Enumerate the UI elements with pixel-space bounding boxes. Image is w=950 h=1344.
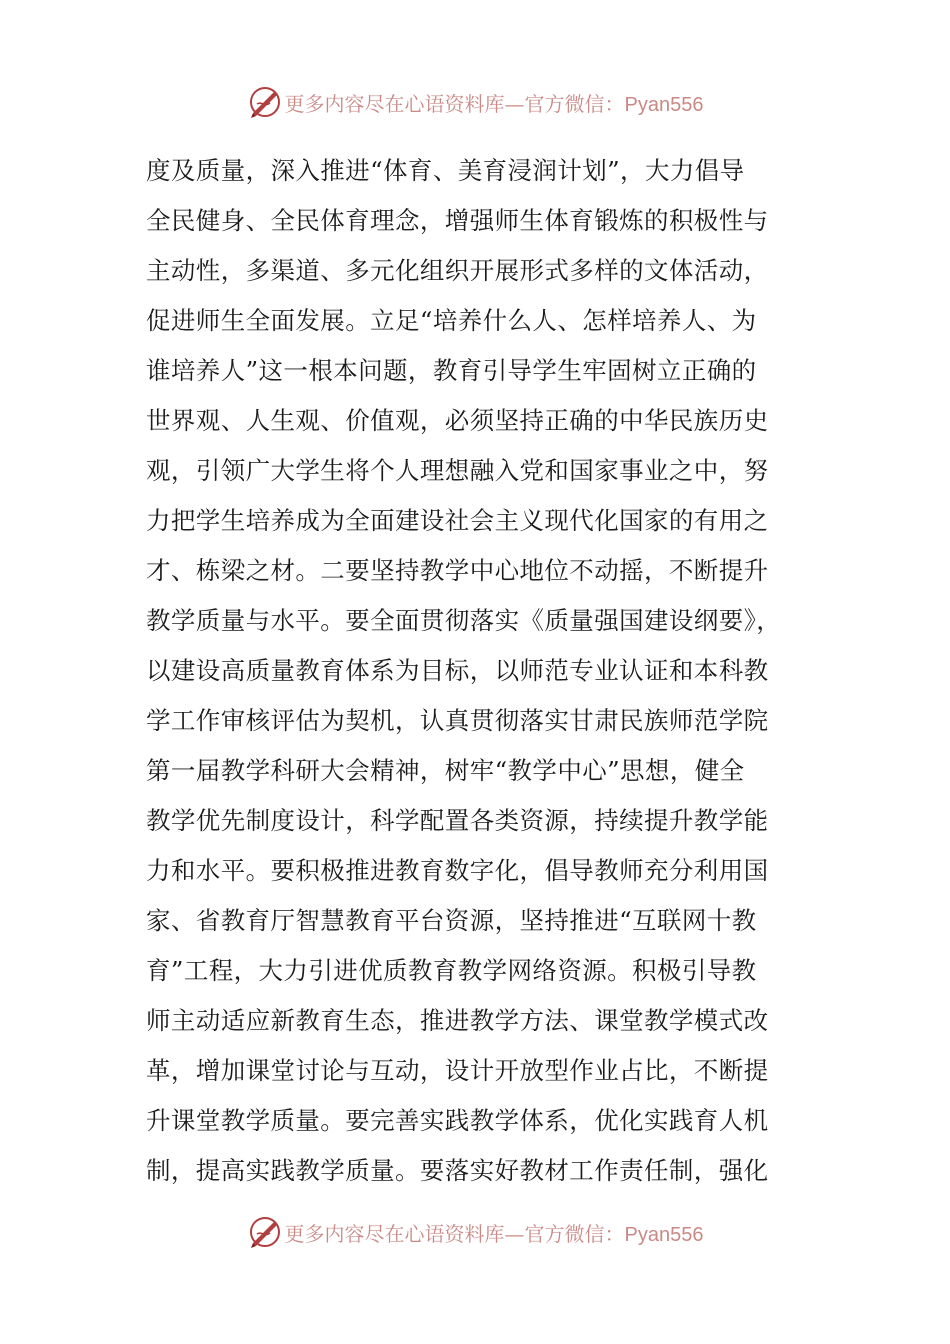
body-text-line: 世界观、人生观、价值观，必须坚持正确的中华民族历史 <box>146 406 769 435</box>
body-text-line: 教学优先制度设计，科学配置各类资源，持续提升教学能 <box>146 806 769 835</box>
body-text-line: 力把学生培养成为全面建设社会主义现代化国家的有用之 <box>146 506 769 535</box>
body-text-line: 升课堂教学质量。要完善实践教学体系，优化实践育人机 <box>146 1106 769 1135</box>
body-text-line: 促进师生全面发展。立足“培养什么人、怎样培养人、为 <box>146 306 757 335</box>
body-text-line: 主动性，多渠道、多元化组织开展形式多样的文体活动， <box>146 256 769 285</box>
document-body <box>146 146 806 1196</box>
body-text-line: 力和水平。要积极推进教育数字化，倡导教师充分利用国 <box>146 856 769 885</box>
pen-logo-icon <box>247 84 283 120</box>
footer-watermark-banner <box>0 1212 950 1252</box>
body-text-line: 制，提高实践教学质量。要落实好教材工作责任制，强化 <box>146 1156 769 1185</box>
body-text-line: 观，引领广大学生将个人理想融入党和国家事业之中，努 <box>146 456 769 485</box>
body-text-line: 第一届教学科研大会精神，树牢“教学中心”思想，健全 <box>146 756 745 785</box>
body-text-line: 教学质量与水平。要全面贯彻落实《质量强国建设纲要》， <box>146 606 782 635</box>
body-text-line: 师主动适应新教育生态，推进教学方法、课堂教学模式改 <box>146 1006 769 1035</box>
footer-wechat-id: Pyan556 <box>624 1223 704 1246</box>
body-text-line: 家、省教育厅智慧教育平台资源，坚持推进“互联网十教 <box>146 906 757 935</box>
body-text-line: 度及质量，深入推进“体育、美育浸润计划”，大力倡导 <box>146 156 745 185</box>
body-text-line: 以建设高质量教育体系为目标，以师范专业认证和本科教 <box>146 656 769 685</box>
header-wechat-id: Pyan556 <box>624 93 704 116</box>
body-text-line: 谁培养人”这一根本问题，教育引导学生牢固树立正确的 <box>146 356 757 385</box>
header-watermark-banner <box>0 82 950 122</box>
body-text-line: 学工作审核评估为契机，认真贯彻落实甘肃民族师范学院 <box>146 706 769 735</box>
body-text-line: 才、栋梁之材。二要坚持教学中心地位不动摇，不断提升 <box>146 556 769 585</box>
body-text-line: 全民健身、全民体育理念，增强师生体育锻炼的积极性与 <box>146 206 769 235</box>
pen-logo-icon <box>247 1214 283 1250</box>
body-text-line: 革，增加课堂讨论与互动，设计开放型作业占比，不断提 <box>146 1056 769 1085</box>
header-banner-text: 更多内容尽在心语资料库—官方微信： <box>284 91 625 116</box>
body-text-line: 育”工程，大力引进优质教育教学网络资源。积极引导教 <box>146 956 757 985</box>
footer-banner-text: 更多内容尽在心语资料库—官方微信： <box>284 1221 625 1246</box>
